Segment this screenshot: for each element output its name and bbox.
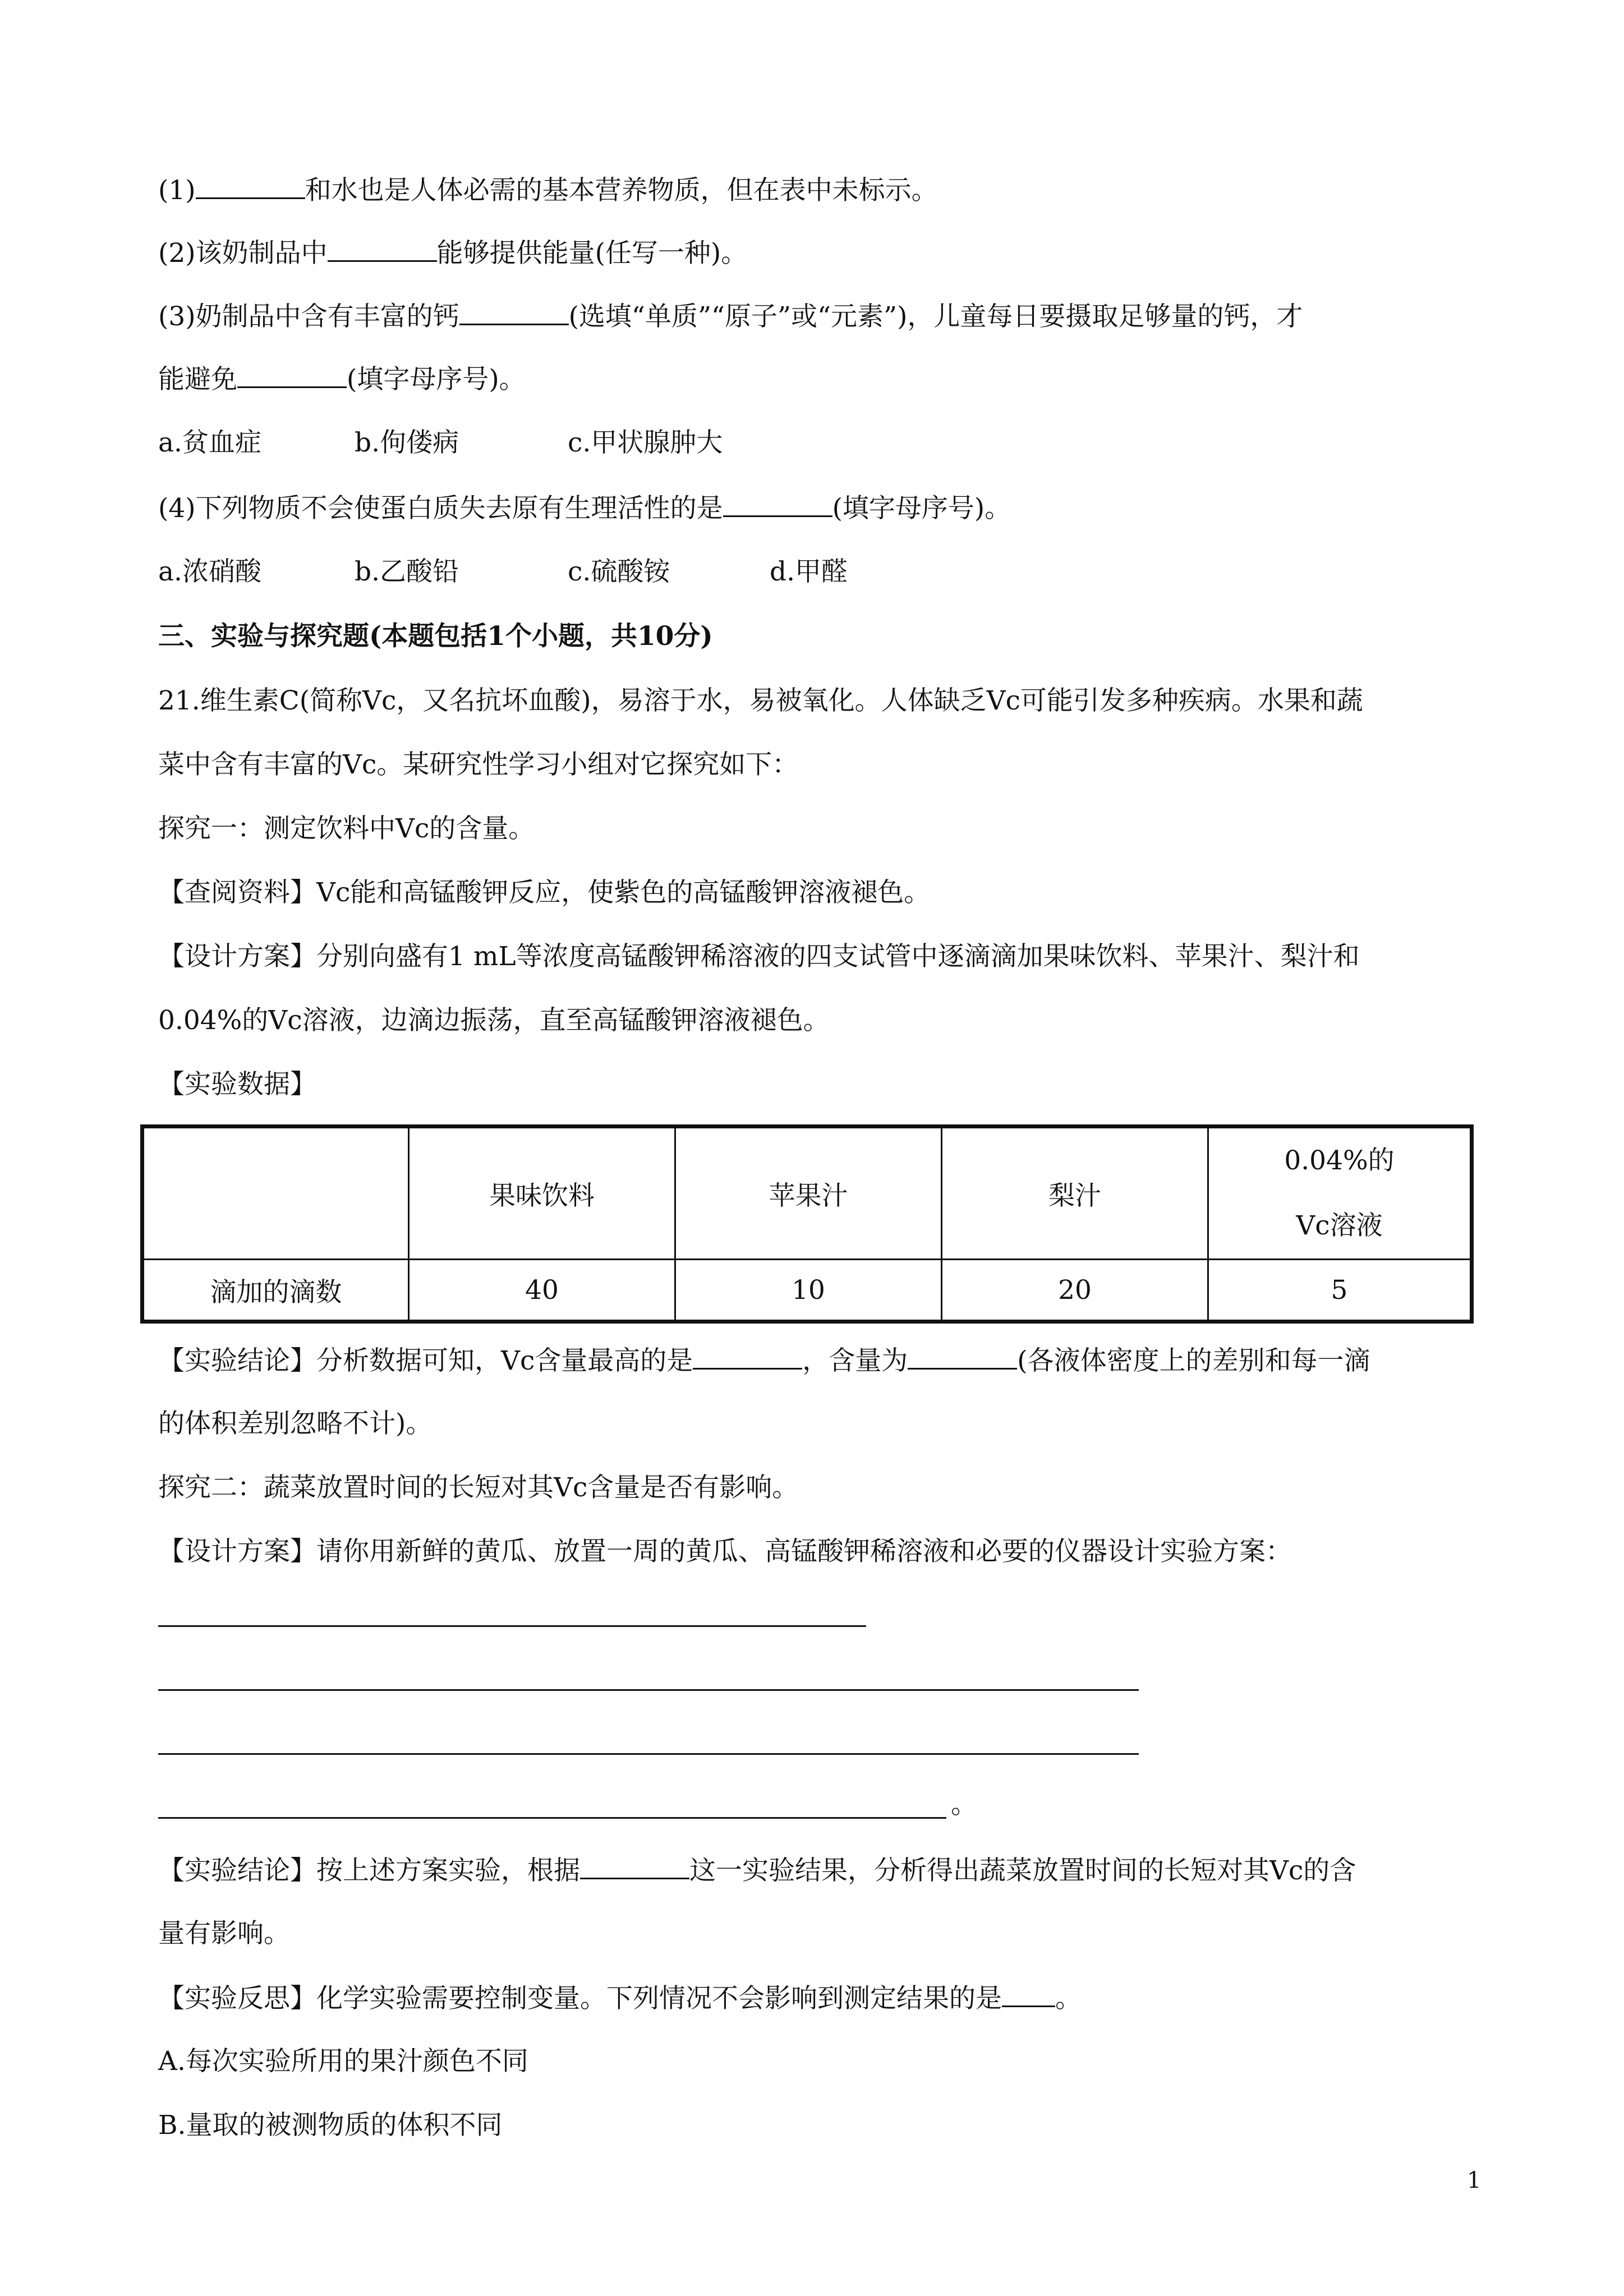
conclusion-1b: 的体积差别忽略不计)。 [158,1408,433,1439]
design-plan-end: 。 [951,1789,977,1820]
row-label: 滴加的滴数 [142,1260,409,1322]
design-plan-1a: 【设计方案】分别向盛有1 mL等浓度高锰酸钾稀溶液的四支试管中逐滴滴加果味饮料、苹果汁、梨汁和 [158,941,1360,972]
explore-two: 探究二：蔬菜放置时间的长短对其Vc含量是否有影响。 [158,1472,799,1503]
option-a: a.浓硝酸 [158,556,261,587]
table-row [142,1260,1472,1322]
q20-line-2: (2)该奶制品中 能够提供能量(任写一种)。 [158,236,747,270]
table-cell: 40 [409,1260,675,1322]
option-d: d.甲醛 [770,556,848,587]
table-cell: 20 [942,1260,1208,1322]
answer-blank[interactable] [908,1343,1017,1370]
header-cell: 梨汁 [942,1127,1208,1260]
q20-line-1: (1) 和水也是人体必需的基本营养物质，但在表中未标示。 [158,173,938,208]
answer-line[interactable] [158,1689,1139,1691]
design-plan-1b: 0.04%的Vc溶液，边滴边振荡，直至高锰酸钾溶液褪色。 [158,1005,830,1036]
q20-line-3b: 能避免 (填字母序号)。 [158,362,526,397]
answer-blank[interactable] [1002,1981,1055,2007]
answer-blank[interactable] [723,491,832,517]
q20-options-4 [158,555,848,589]
answer-blank[interactable] [459,299,569,325]
conclusion-2a: 【实验结论】按上述方案实验，根据 这一实验结果，分析得出蔬菜放置时间的长短对其Vc的含 [158,1853,1356,1888]
header-cell-line: 0.04%的 [1284,1145,1395,1176]
answer-line[interactable] [158,1625,866,1627]
answer-blank[interactable] [693,1343,802,1370]
table-header-row [142,1127,1472,1260]
header-cell: 果味饮料 [409,1127,675,1260]
option-b: b.佝偻病 [355,427,459,458]
table-cell: 10 [675,1260,942,1322]
data-table [140,1124,1474,1324]
data-heading: 【实验数据】 [158,1069,316,1100]
header-cell [142,1127,409,1260]
option-b: b.乙酸铅 [355,556,459,587]
answer-blank[interactable] [237,362,347,388]
page-number: 1 [1467,2168,1482,2193]
option-c: c.硫酸铵 [568,556,670,587]
reflection: 【实验反思】化学实验需要控制变量。下列情况不会影响到测定结果的是 。 [158,1981,1082,2016]
option-A: A.每次实验所用的果汁颜色不同 [158,2046,528,2077]
header-cell: 苹果汁 [675,1127,942,1260]
design-plan-2: 【设计方案】请你用新鲜的黄瓜、放置一周的黄瓜、高锰酸钾稀溶液和必要的仪器设计实验方案： [158,1536,1292,1567]
q21-intro-2: 菜中含有丰富的Vc。某研究性学习小组对它探究如下： [158,749,799,780]
q20-line-3a: (3)奶制品中含有丰富的钙 (选填“单质”“原子”或“元素”)，儿童每日要摄取足够量的钙，才 [158,299,1303,334]
option-c: c.甲状腺肿大 [568,427,723,458]
header-cell [1208,1127,1472,1260]
conclusion-2b: 量有影响。 [158,1918,290,1949]
answer-line[interactable] [158,1817,946,1819]
answer-blank[interactable] [328,236,437,262]
q20-options-3 [158,426,723,460]
answer-blank[interactable] [196,173,305,199]
section-heading: 三、实验与探究题(本题包括1个小题，共10分) [158,621,713,652]
conclusion-1a: 【实验结论】分析数据可知，Vc含量最高的是 ，含量为 (各液体密度上的差别和每一滴 [158,1343,1370,1378]
reference-info: 【查阅资料】Vc能和高锰酸钾反应，使紫色的高锰酸钾溶液褪色。 [158,877,931,908]
table-cell: 5 [1208,1260,1472,1322]
q21-intro-1: 21.维生素C(简称Vc，又名抗坏血酸)，易溶于水，易被氧化。人体缺乏Vc可能引发多种疾病。水果和蔬 [158,685,1363,716]
answer-line[interactable] [158,1753,1139,1755]
header-cell-line: Vc溶液 [1296,1210,1383,1241]
option-a: a.贫血症 [158,427,261,458]
q20-line-4: (4)下列物质不会使蛋白质失去原有生理活性的是 (填字母序号)。 [158,491,1011,525]
answer-blank[interactable] [580,1853,689,1879]
option-B: B.量取的被测物质的体积不同 [158,2110,503,2141]
explore-one: 探究一：测定饮料中Vc的含量。 [158,813,535,844]
